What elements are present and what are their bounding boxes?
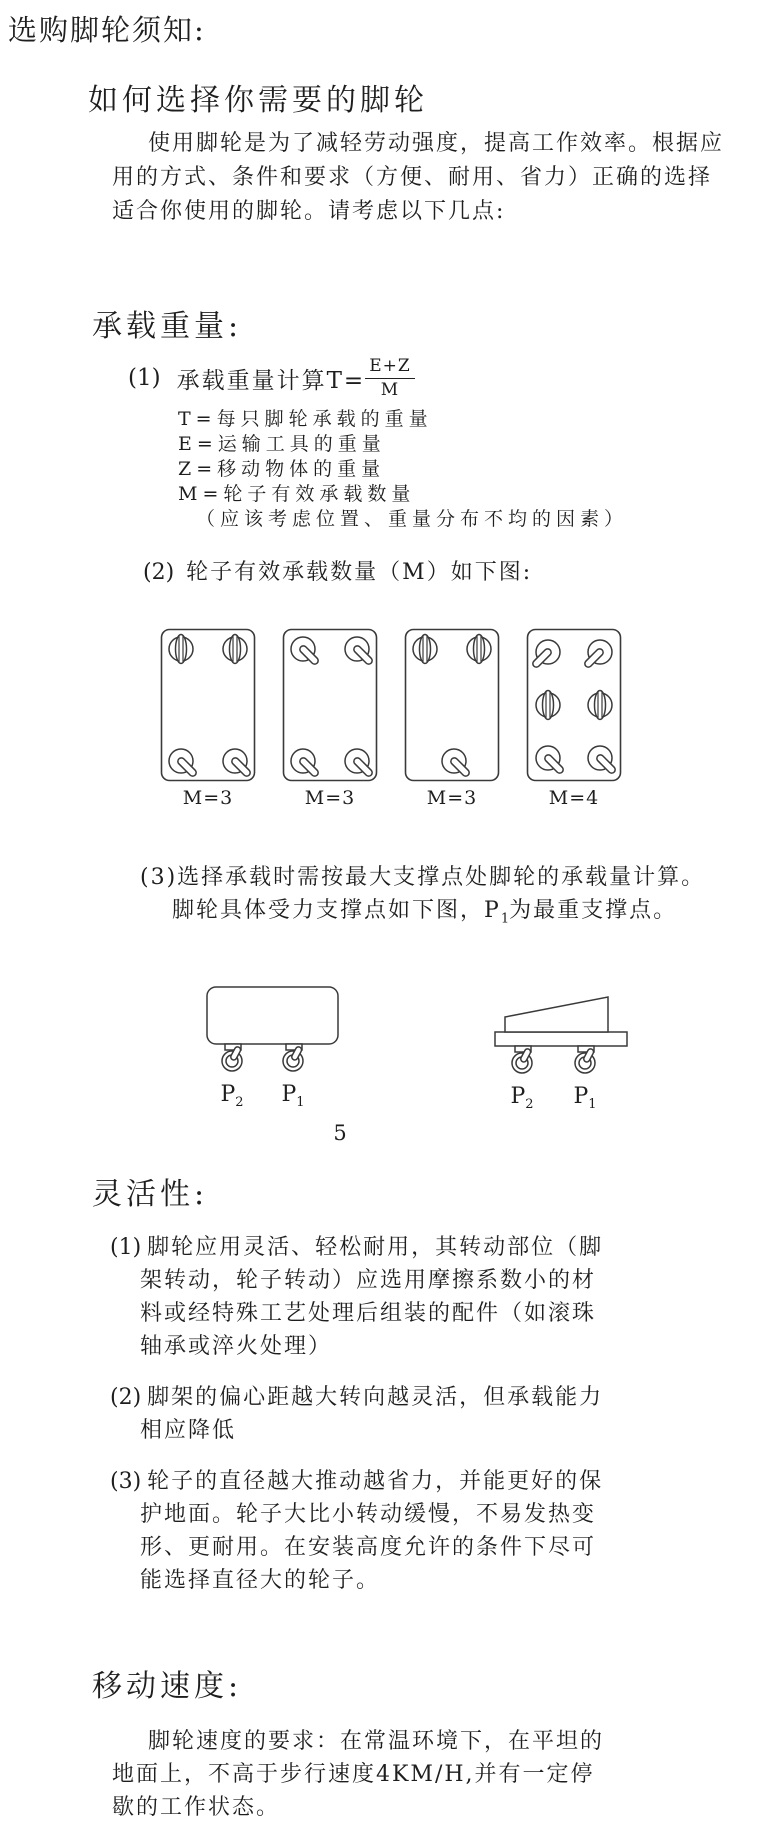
diagram-label: M=4 xyxy=(548,787,600,809)
diagram-label: M=3 xyxy=(182,787,234,809)
list-item-marker: (1) xyxy=(110,1235,142,1261)
list-item-text: 脚轮应用灵活、轻松耐用，其转动部位（脚架转动，轮子转动）应选用摩擦系数小的材料或经特殊工艺处理后组装的配件（如滚珠轴承或淬火处理） xyxy=(140,1235,604,1360)
caster-layout-diagram-1 xyxy=(160,628,256,782)
page-number: 5 xyxy=(333,1121,347,1146)
fraction-denominator: M xyxy=(380,379,400,400)
load-formula xyxy=(128,353,758,403)
support-label-p2: $P_2$ xyxy=(220,1082,244,1111)
list-item xyxy=(110,1231,610,1363)
caster-layout-diagram-4 xyxy=(526,628,622,782)
flexibility-list xyxy=(110,1231,758,1597)
support-label-p1: $P_1$ xyxy=(281,1082,305,1111)
list-item-marker: (2) xyxy=(110,1385,142,1411)
support-point-text1: 选择承载时需按最大支撑点处脚轮的承载量计算。 xyxy=(177,865,706,890)
flexibility-section-heading: 灵活性: xyxy=(92,1177,209,1213)
wedge-cart-diagram xyxy=(487,979,667,1119)
support-point-diagrams xyxy=(199,979,758,1119)
definition-line: T=每只脚轮承载的重量 xyxy=(178,408,433,430)
support-point-item xyxy=(140,861,758,935)
caster-layout-diagram-3 xyxy=(404,628,500,782)
speed-section-heading: 移动速度: xyxy=(92,1669,243,1705)
wheel-layout-diagrams xyxy=(160,628,758,809)
definition-line: Z=移动物体的重量 xyxy=(178,458,386,480)
wheel-layout-figure xyxy=(160,628,256,809)
wheel-layout-figure xyxy=(404,628,500,809)
formula-label: 承载重量计算T= xyxy=(176,367,366,394)
wheel-layout-figure xyxy=(282,628,378,809)
definition-line: E=运输工具的重量 xyxy=(178,433,386,455)
support-point-text3: 为最重支撑点。 xyxy=(509,898,678,923)
speed-paragraph: 脚轮速度的要求：在常温环境下，在平坦的地面上，不高于步行速度4KM/H,并有一定停歇的工作状态。 xyxy=(112,1729,605,1821)
definition-line: M=轮子有效承载数量 xyxy=(178,483,416,505)
formula-item-marker: (1) xyxy=(128,365,161,391)
intro-paragraph: 使用脚轮是为了减轻劳动强度，提高工作效率。根据应用的方式、条件和要求（方便、耐用、省力）正确的选择适合你使用的脚轮。请考虑以下几点: xyxy=(112,131,725,224)
wheel-count-item xyxy=(143,556,758,590)
list-item-text: 轮子的直径越大推动越省力，并能更好的保护地面。轮子大比小转动缓慢，不易发热变形、更耐用。在安装高度允许的条件下尽可能选择直径大的轮子。 xyxy=(140,1469,604,1594)
support-point-marker: (3) xyxy=(140,865,178,890)
list-item-marker: (3) xyxy=(110,1469,142,1495)
definition-note: （应该考虑位置、重量分布不均的因素） xyxy=(196,508,629,530)
support-label-p1: $P_1$ xyxy=(573,1084,597,1113)
wheel-count-marker: (2) xyxy=(143,560,175,585)
diagram-label: M=3 xyxy=(304,787,356,809)
list-item xyxy=(110,1465,610,1597)
page-title: 选购脚轮须知: xyxy=(8,13,206,47)
support-label-p2: $P_2$ xyxy=(510,1084,534,1113)
formula-fraction xyxy=(365,356,414,400)
wheel-layout-figure xyxy=(526,628,622,809)
support-point-subscript: 1 xyxy=(500,911,510,927)
intro-heading: 如何选择你需要的脚轮 xyxy=(88,83,428,118)
support-point-line1 xyxy=(140,861,758,894)
formula-definitions xyxy=(178,407,758,532)
list-item xyxy=(110,1381,610,1447)
load-section-heading: 承载重量: xyxy=(92,309,243,344)
support-point-text2: 脚轮具体受力支撑点如下图，P xyxy=(172,898,501,923)
fraction-numerator: E+Z xyxy=(365,356,414,378)
list-item-text: 脚架的偏心距越大转向越灵活，但承载能力相应降低 xyxy=(140,1385,604,1444)
wheel-count-text: 轮子有效承载数量（M）如下图: xyxy=(186,560,533,585)
caster-layout-diagram-2 xyxy=(282,628,378,782)
flat-cart-diagram xyxy=(199,979,399,1119)
support-point-line2 xyxy=(140,894,758,935)
diagram-label: M=3 xyxy=(426,787,478,809)
